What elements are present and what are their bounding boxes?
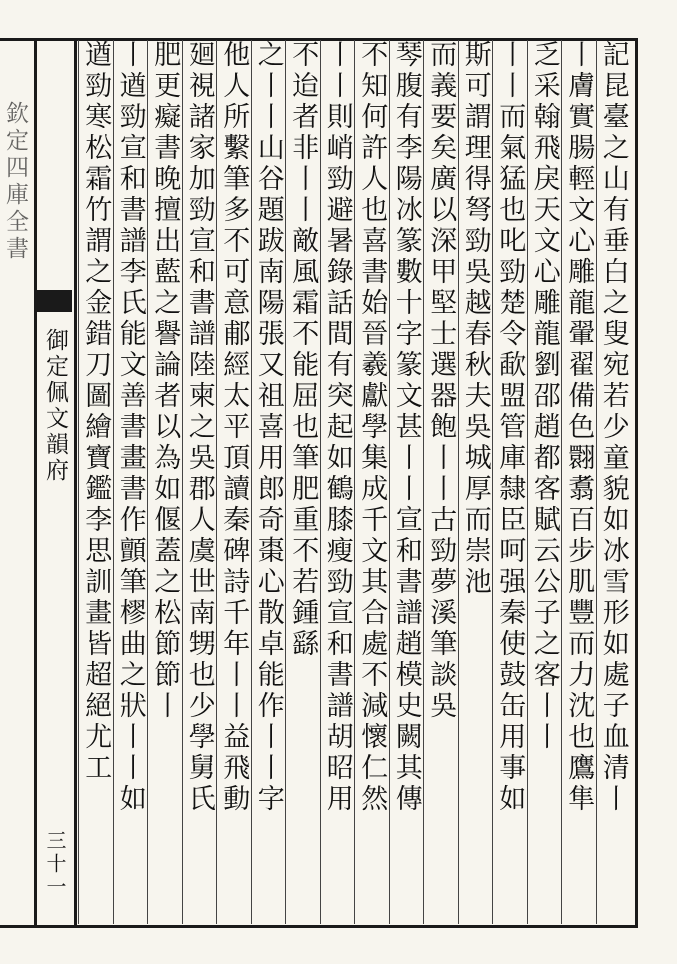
text-column: 而義要矣廣以深甲堅士選器飽丨丨古勁夢溪筆談吳 — [425, 40, 457, 722]
text-column: 之丨丨山谷題跋南陽張又祖喜用郎奇棗心散卓能作丨丨字 — [252, 40, 284, 815]
text-column: 琴腹有李陽冰篆數十字篆文甚丨丨宣和書譜趙模史闕其傳 — [390, 40, 422, 815]
column-rule — [78, 40, 79, 924]
text-column: 丨遒勁宣和書譜李氏能文善書畫書作顫筆樛曲之狀丨丨如 — [114, 40, 146, 815]
text-column: 斯可謂理得弩勁吳越春秋夫吳城厚而崇池 — [459, 40, 491, 598]
text-column: 不知何許人也喜書始晉羲獻學集成千文其合處不減懷仁然 — [356, 40, 388, 815]
text-column: 丨丨則峭勁避暑錄話間有突起如鶴膝瘦勁宣和書譜胡昭用 — [321, 40, 353, 815]
fish-tail-marker — [36, 290, 72, 312]
text-column: 遒勁寒松霜竹謂之金錯刀圖繪寶鑑李思訓畫皆超絕尤工 — [80, 40, 112, 784]
text-column: 他人所繫筆多不可意郙經太平頂讀秦碑詩千年丨丨益飛動 — [218, 40, 250, 815]
left-page-edge — [0, 38, 34, 928]
book-title: 御定佩文韻府 — [42, 328, 68, 484]
text-column: 記昆臺之山有垂白之叟宛若少童貌如冰雪形如處子血清丨 — [597, 40, 629, 815]
text-column: 乏采翰飛戾天文心雕龍劉邵趙都客賦云公子之客丨丨 — [528, 40, 560, 753]
text-column: 肥更癡書晚擅出藍之譽論者以為如偃蓋之松節節丨 — [149, 40, 181, 722]
edge-title: 欽定四庫全書 — [2, 101, 28, 263]
text-column: 丨膚實腸輕文心雕龍翬翟備色翾翥百步肌豐而力沈也鷹隼 — [563, 40, 595, 815]
text-column: 廻視諸家加勁宣和書譜陸柬之吳郡人虞世南甥也少學舅氏 — [183, 40, 215, 815]
text-column: 不迨者非丨丨敵風霜不能屈也筆肥重不若鍾繇 — [287, 40, 319, 660]
text-column: 丨丨而氣猛也叱勁楚令歃盟管庫隸臣呵强秦使鼓缶用事如 — [494, 40, 526, 815]
page-number: 三十一 — [43, 830, 67, 899]
